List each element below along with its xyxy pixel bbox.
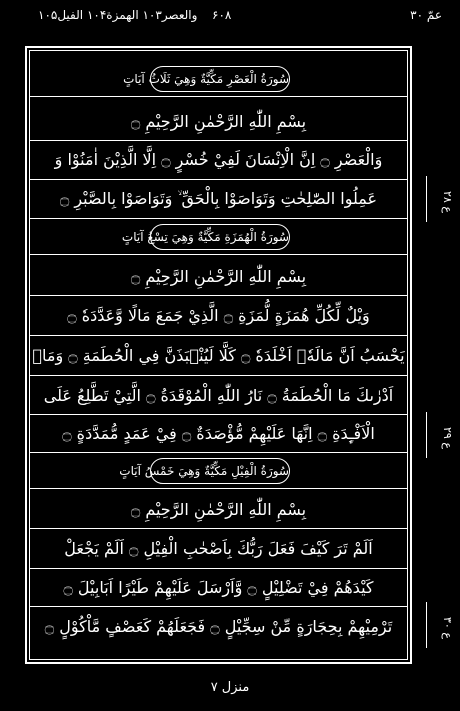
juz-label: عمّ ٣٠: [410, 8, 442, 22]
verse-line: اَلَمْ تَرَ كَيْفَ فَعَلَ رَبُّكَ بِاَصْحٰبِ الْفِيْلِ ۝ اَلَمْ يَجْعَلْ: [64, 539, 373, 558]
bismillah: بِسْمِ اللّٰهِ الرَّحْمٰنِ الرَّحِيْمِ ۝: [130, 500, 307, 519]
line-separator: [30, 179, 407, 180]
line-separator: [30, 375, 407, 376]
ruku-marker: ع ۲۸: [441, 191, 454, 213]
line-separator: [30, 254, 407, 255]
surah-title-al-asr: سُورَةُ الْعَصْرِ مَكِّيَّةٌ وَهِيَ ثَلَاثُ آيَاتٍ: [150, 66, 290, 92]
verse-line: تَرْمِيْهِمْ بِحِجَارَةٍ مِّنْ سِجِّيْلٍ ۝ فَجَعَلَهُمْ كَعَصْفٍ مَّاْكُوْلٍ ۝: [44, 617, 393, 636]
line-separator: [30, 295, 407, 296]
line-separator: [30, 568, 407, 569]
line-separator: [30, 140, 407, 141]
verse-line: وَيْلٌ لِّكُلِّ هُمَزَةٍ لُّمَزَةِ ۝ الَّذِيْ جَمَعَ مَالًا وَّعَدَّدَهٗ ۝: [67, 306, 370, 325]
line-separator: [30, 335, 407, 336]
line-separator: [30, 414, 407, 415]
surah-title-al-fil: سُورَةُ الْفِيْلِ مَكِّيَّةٌ وَهِيَ خَمْسُ آيَاتٍ: [150, 458, 290, 484]
verse-line: اَدْرٰىكَ مَا الْحُطَمَةُ ۝ نَارُ اللّٰهِ الْمُوْقَدَةُ ۝ الَّتِيْ تَطَّلِعُ عَلَى: [43, 386, 394, 405]
verse-line: عَمِلُوا الصّٰلِحٰتِ وَتَوَاصَوْا بِالْحَقِّ ۙ وَتَوَاصَوْا بِالصَّبْرِ ۝: [59, 189, 378, 208]
line-separator: [30, 218, 407, 219]
line-separator: [30, 528, 407, 529]
manzil-footer: منزل ۷: [210, 680, 250, 695]
verse-line: وَالْعَصْرِ ۝ اِنَّ الْاِنْسَانَ لَفِيْ خُسْرٍ ۝ اِلَّا الَّذِيْنَ اٰمَنُوْا وَ: [54, 150, 383, 169]
bismillah: بِسْمِ اللّٰهِ الرَّحْمٰنِ الرَّحِيْمِ ۝: [130, 267, 307, 286]
bismillah: بِسْمِ اللّٰهِ الرَّحْمٰنِ الرَّحِيْمِ ۝: [130, 112, 307, 131]
surah-range-label: والعصر۱۰۳ الهمزة۱۰۴ الفيل۱۰۵: [38, 8, 198, 22]
ruku-marker: ع ۲۹: [441, 427, 454, 449]
line-separator: [30, 452, 407, 453]
verse-line: يَحْسَبُ اَنَّ مَالَهٗۤ اَخْلَدَهٗ ۝ كَلَّا لَيُنْۢبَذَنَّ فِي الْحُطَمَةِ ۝ وَمَاۤ: [32, 346, 405, 365]
ruku-marker: ع ۳۰: [441, 617, 454, 639]
line-separator: [30, 488, 407, 489]
page-header: [0, 0, 460, 30]
surah-title-al-humazah: سُورَةُ الْهُمَزَةِ مَكِّيَّةٌ وَهِيَ تِسْعُ آيَاتٍ: [150, 224, 290, 250]
line-separator: [30, 606, 407, 607]
line-separator: [30, 96, 407, 97]
page-number: ۶۰۸: [212, 8, 232, 22]
verse-line: الْاَفْـِٕدَةِ ۝ اِنَّهَا عَلَيْهِمْ مُّؤْصَدَةٌ ۝ فِيْ عَمَدٍ مُّمَدَّدَةٍ ۝: [62, 424, 375, 443]
verse-line: كَيْدَهُمْ فِيْ تَضْلِيْلٍ ۝ وَّاَرْسَلَ عَلَيْهِمْ طَيْرًا اَبَابِيْلَ ۝: [63, 578, 374, 597]
